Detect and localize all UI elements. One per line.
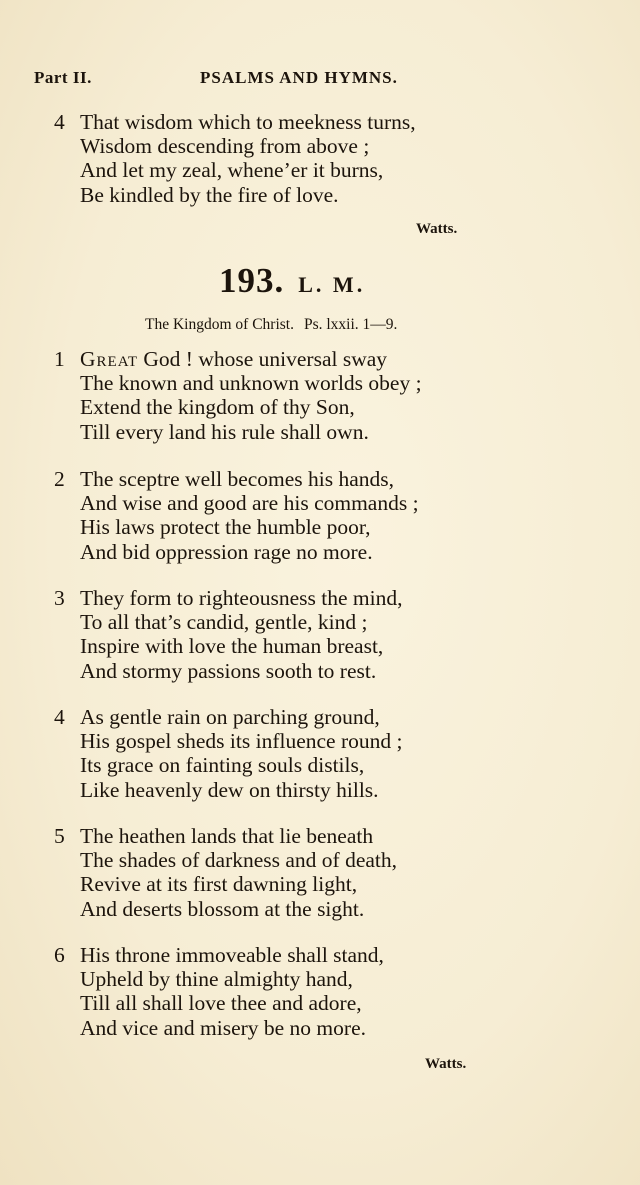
previous-hymn-attribution: Watts. [416, 221, 458, 237]
verse-line: The heathen lands that lie beneath [80, 824, 374, 848]
verse-line: Extend the kingdom of thy Son, [80, 395, 355, 420]
verse-line: And vice and misery be no more. [80, 1015, 366, 1040]
opening-word: Great [80, 347, 139, 371]
stanza-number: 4 [54, 705, 65, 729]
verse-line: Till every land his rule shall own. [80, 419, 369, 444]
verse-line: His gospel sheds its influence round ; [80, 729, 403, 754]
stanza-lines [80, 586, 402, 683]
verse-line: As gentle rain on parching ground, [80, 705, 380, 729]
part-label: Part II. [34, 68, 92, 87]
hymn-subtitle [145, 316, 397, 334]
verse-line: His laws protect the humble poor, [80, 515, 371, 540]
stanza-number: 2 [54, 467, 65, 491]
verse-line: And bid oppression rage no more. [80, 539, 373, 564]
verse-line: And deserts blossom at the sight. [80, 896, 365, 921]
stanza-lines [80, 467, 419, 564]
verse-line: They form to righteousness the mind, [80, 586, 403, 610]
verse-line: And wise and good are his commands ; [80, 491, 419, 516]
stanza-number: 4 [54, 110, 65, 134]
verse-line: And stormy passions sooth to rest. [80, 658, 377, 683]
stanza-number: 5 [54, 824, 65, 848]
stanza-lines [80, 110, 416, 207]
stanza-lines [80, 943, 384, 1040]
verse-line: The shades of darkness and of death, [80, 848, 398, 873]
stanza-lines [80, 824, 397, 921]
stanza-number: 6 [54, 943, 65, 967]
verse-line [80, 347, 422, 371]
verse-line: His throne immoveable shall stand, [80, 943, 384, 967]
stanza-number: 1 [54, 347, 65, 371]
verse-line: Revive at its first dawning light, [80, 872, 358, 897]
stanza-lines [80, 705, 402, 802]
hymn-meter: L. M. [298, 272, 366, 297]
verse-line: And let my zeal, whene’er it burns, [80, 158, 384, 183]
hymn-number: 193. [219, 261, 285, 300]
hymn-attribution: Watts. [425, 1056, 467, 1072]
verse-line: Wisdom descending from above ; [80, 134, 370, 159]
verse-line: Its grace on fainting souls distils, [80, 753, 365, 778]
running-title: PSALMS AND HYMNS. [200, 68, 398, 87]
stanza-lines [80, 347, 422, 444]
verse-line: The sceptre well becomes his hands, [80, 467, 395, 491]
stanza-number: 3 [54, 586, 65, 610]
verse-line: Be kindled by the fire of love. [80, 182, 339, 207]
verse-line: Like heavenly dew on thirsty hills. [80, 777, 379, 802]
verse-line-rest: God ! whose universal sway [138, 347, 388, 371]
hymn-subject: The Kingdom of Christ. [145, 316, 294, 333]
verse-line: Inspire with love the human breast, [80, 634, 384, 659]
verse-line: The known and unknown worlds obey ; [80, 371, 422, 396]
verse-line: That wisdom which to meekness turns, [80, 110, 416, 134]
hymn-title [219, 261, 365, 301]
scripture-reference: Ps. lxxii. 1—9. [303, 316, 398, 333]
verse-line: Till all shall love thee and adore, [80, 991, 362, 1016]
verse-line: To all that’s candid, gentle, kind ; [80, 610, 368, 635]
verse-line: Upheld by thine almighty hand, [80, 967, 353, 992]
